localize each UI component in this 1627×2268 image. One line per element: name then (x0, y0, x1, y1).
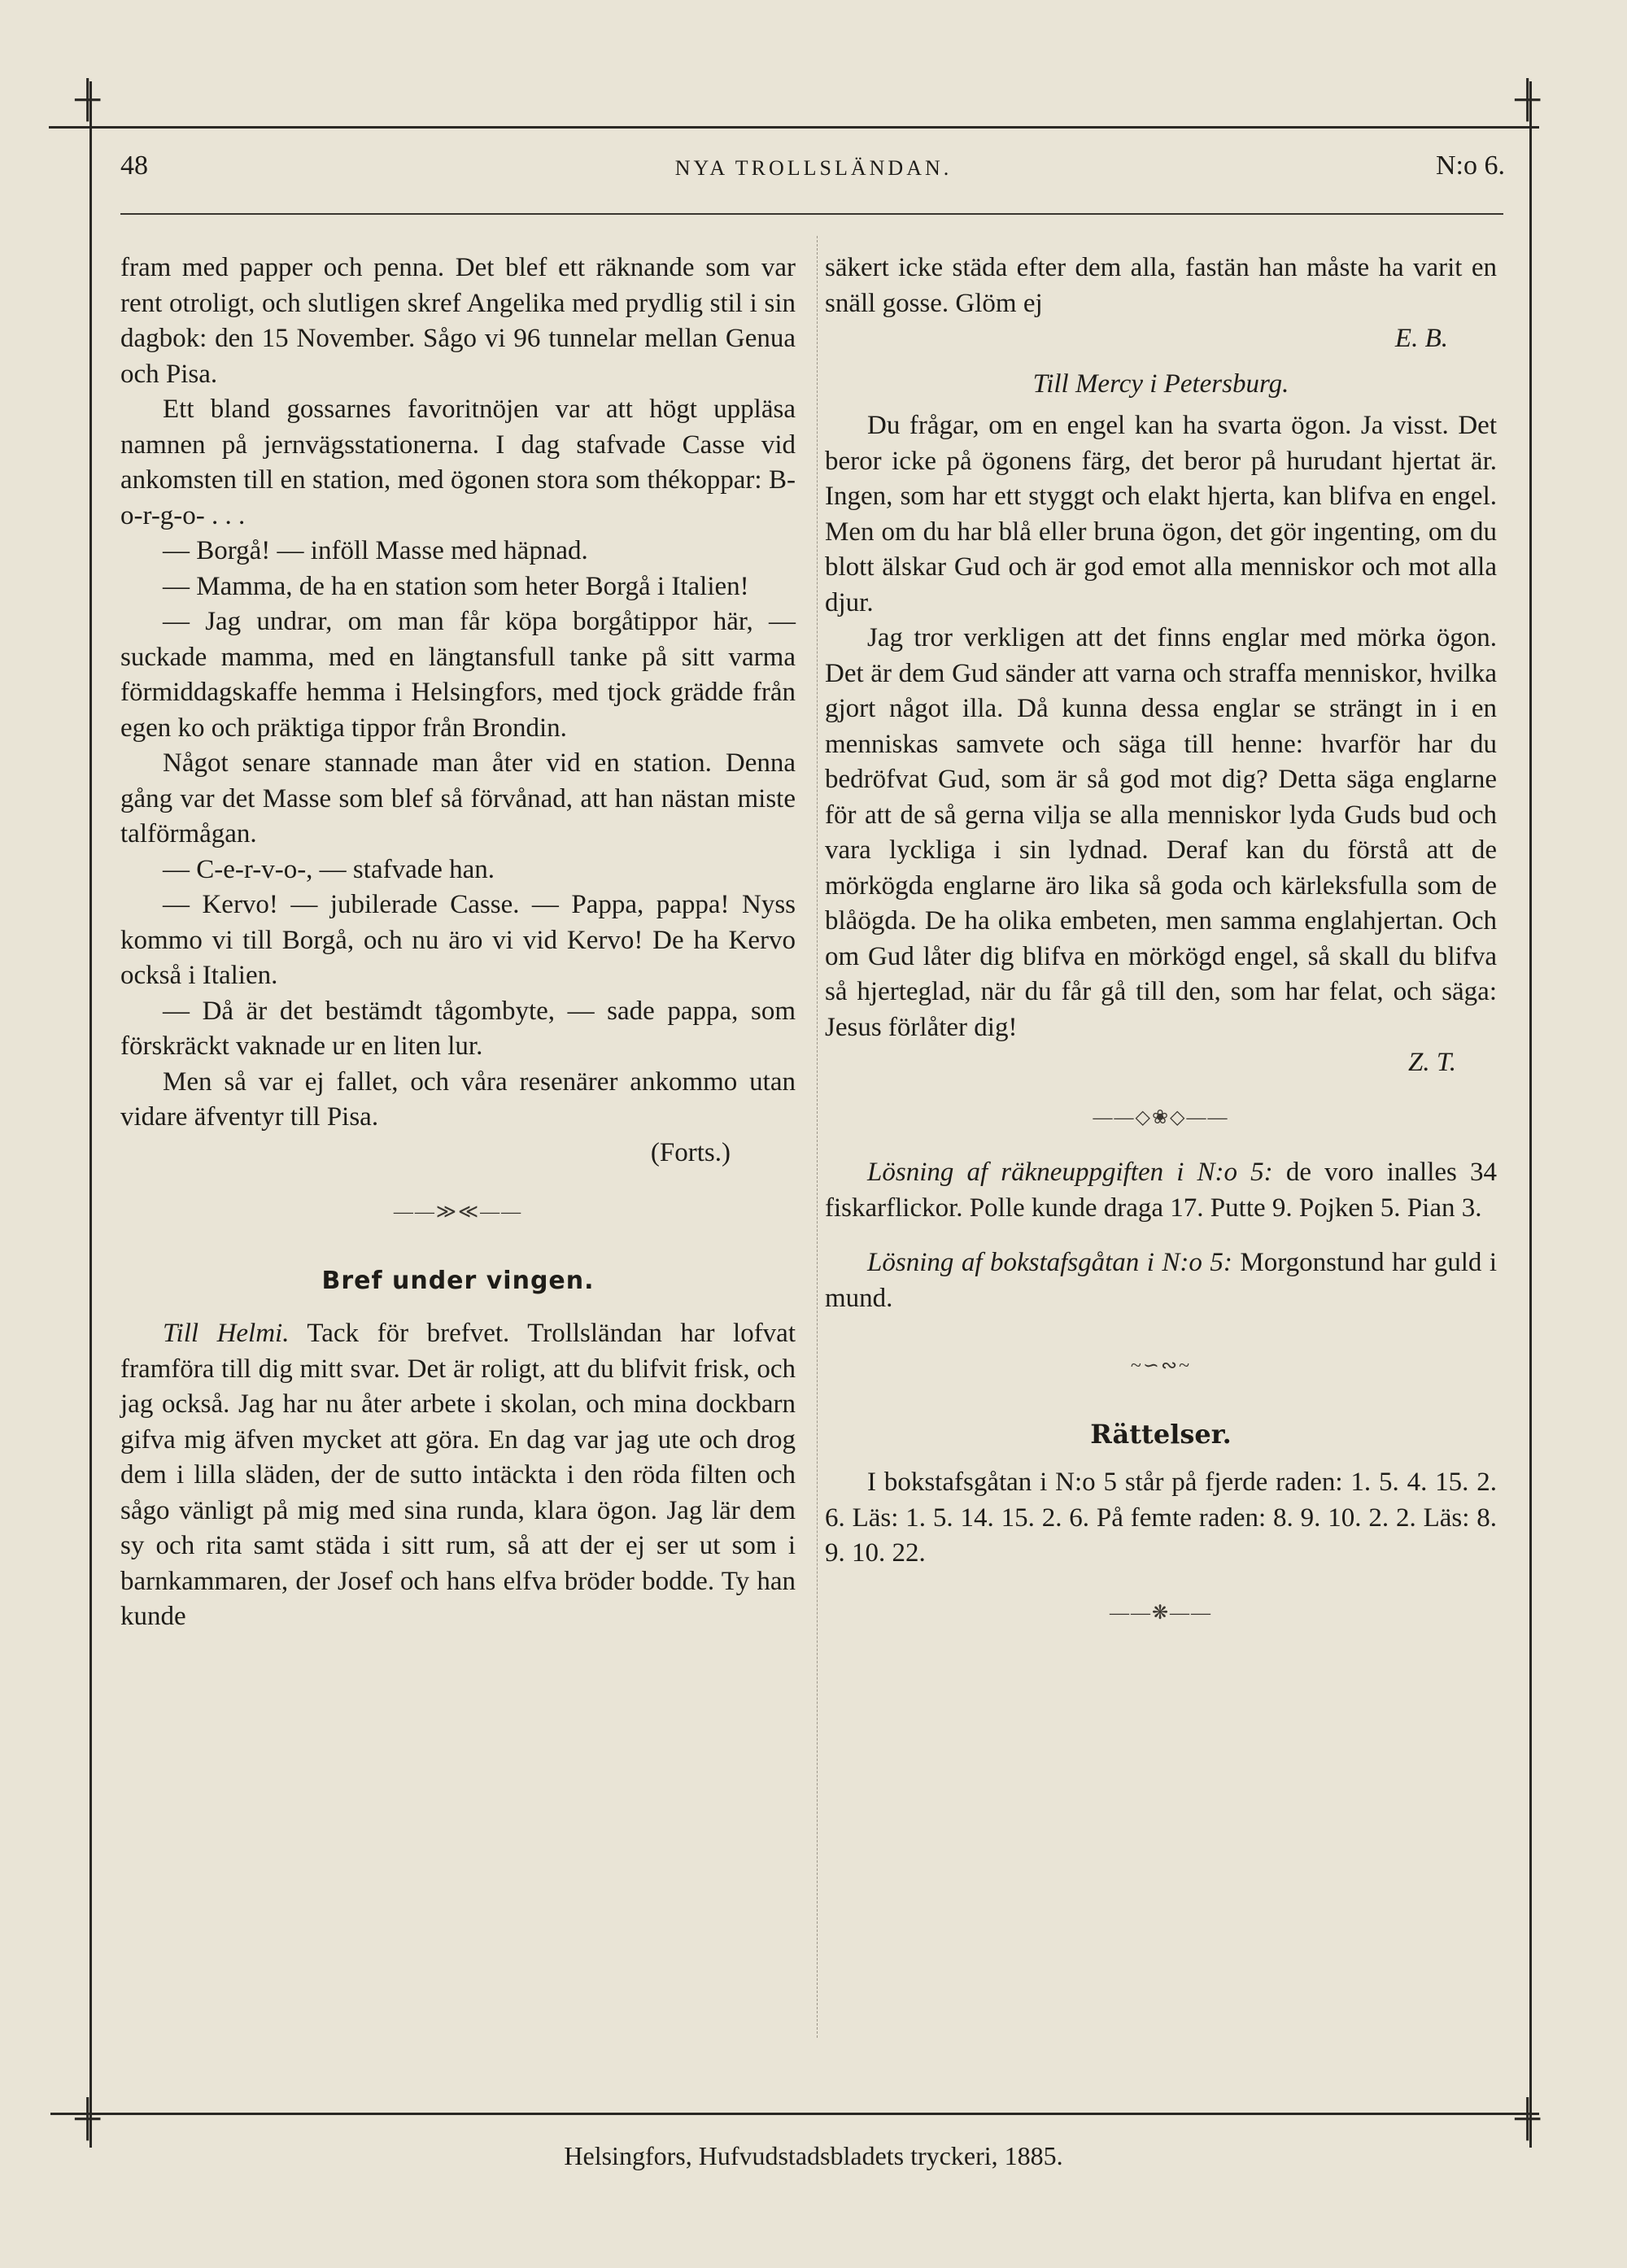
letter-text: Jag tror verkligen att det finns englar med mörka ögon. Det är dem Gud sänder att varna och straffa menniskor, hvilka gjort något illa. Då kunna dessa englar se strängt in i en menniskas samvete och säga till henne: hvarför har du bedröfvat Gud, som är så god mot dig? Detta säga englarne för att de så gerna vilja se alla menniskor lyda Guds bud och vara lyckliga i sin lydnad. Deraf kan du förstå att de mörkögda englarne äro lika så goda och kärleksfulla som de blåögda. De ha olika embeten, men samma englahjertan. Och om Gud låter dig blifva en mörkögd engel, så skall du blifva så hjerteglad, när du får gå till den, som har felat, och säga: Jesus förlåter dig! (825, 623, 1497, 1042)
issue-number: N:o 6. (1436, 150, 1505, 181)
column-divider (817, 236, 818, 2038)
printer-imprint: Helsingfors, Hufvudstadsbladets tryckeri, 1885. (564, 2141, 1063, 2170)
ornament-divider: ~∽∾~ (1130, 1355, 1192, 1376)
ornament-divider: ——≫≪—— (393, 1202, 523, 1223)
letter-text: Du frågar, om en engel kan ha svarta ögon. Ja visst. Det beror icke på ögonens färg, det beror på hurudant hjertat är. Ingen, som har ett styggt och elakt hjerta, kan blifva en engel. Men om du har blå eller bruna ögon, det gör ingenting, om du blott älskar Gud och är god emot alla menniskor och mot alla djur. (825, 411, 1497, 617)
to-be-continued: (Forts.) (650, 1137, 731, 1167)
right-column (825, 251, 1497, 1651)
registration-mark-bottom-right: ┼ (1515, 2098, 1541, 2138)
letter-text: säkert icke städa efter dem alla, fastän han måste ha varit en snäll gosse. Glöm ej (825, 253, 1497, 318)
story-dialogue: — Jag undrar, om man får köpa borgåtippor här, — suckade mamma, med en längtansfull tanke på sitt varma förmiddagskaffe hemma i Helsingfors, med tjock grädde från egen ko och präktiga tippor från Brondin. (120, 607, 796, 743)
letter-text: Tack för brefvet. Trollsländan har lofvat framföra till dig mitt svar. Det är roligt, att du blifvit frisk, och jag också. Jag har nu åter arbete i skolan, och mina dockbarn gifva mig äfven mycket att göra. En dag var jag ute och drog dem i lilla släden, der de sutto intäckta i den röda filten och sågo vänligt på mig med sina runda, klara ögon. Jag lär dem sy och rita samt städa i sitt rum, så att der ej ser ut som i barnkammaren, der Josef och hans elfva bröder bodde. Ty han kunde (120, 1319, 796, 1631)
left-column (120, 251, 796, 1635)
corrections-text: I bokstafsgåtan i N:o 5 står på fjerde raden: 1. 5. 4. 15. 2. 6. Läs: 1. 5. 14. 15. 2. 6. På femte raden: 8. 9. 10. 2. 2. Läs: 8. 9. 10. 22. (825, 1468, 1497, 1568)
letter-addressee: Till Mercy i Petersburg. (1032, 369, 1289, 399)
letter-addressee: Till Helmi. (163, 1319, 290, 1348)
corrections-heading: Rättelser. (1090, 1418, 1232, 1450)
ornament-divider: ——◇❀◇—— (1093, 1106, 1229, 1128)
signature: E. B. (1394, 324, 1448, 353)
story-dialogue: — C-e-r-v-o-, — stafvade han. (163, 854, 495, 884)
story-paragraph: Ett bland gossarnes favoritnöjen var att högt uppläsa namnen på jernvägsstationerna. I dag stafvade Casse vid ankomsten till en station, med ögonen stora som thékoppar: B-o-r-g-o- . . . (120, 395, 796, 530)
story-paragraph: fram med papper och penna. Det blef ett räknande som var rent otroligt, och slutligen skref Angelika med prydlig stil i sin dagbok: den 15 November. Sågo vi 96 tunnelar mellan Genua och Pisa. (120, 253, 796, 389)
story-dialogue: — Mamma, de ha en station som heter Borgå i Italien! (163, 571, 749, 601)
running-title: NYA TROLLSLÄNDAN. (674, 156, 953, 180)
registration-mark-top-left: ┼ (75, 79, 101, 119)
story-dialogue: — Kervo! — jubilerade Casse. — Pappa, pappa! Nyss kommo vi till Borgå, och nu äro vi vid Kervo! De ha Kervo också i Italien. (120, 890, 796, 990)
solution-label: Lösning af räkneuppgiften i N:o 5: (867, 1158, 1273, 1187)
story-paragraph: Men så var ej fallet, och våra resenärer ankommo utan vidare äfventyr till Pisa. (120, 1066, 796, 1132)
frame-top-rule (49, 126, 1539, 129)
frame-left-rule (89, 81, 92, 2148)
ornament-divider: ——❋—— (1109, 1602, 1213, 1624)
frame-bottom-rule (50, 2113, 1539, 2115)
registration-mark-bottom-left: ┼ (75, 2098, 101, 2138)
registration-mark-top-right: ┼ (1515, 79, 1541, 119)
solution-text: de voro inalles 34 fiskarflickor. Polle kunde draga 17. Putte 9. Pojken 5. Pian 3. (825, 1158, 1498, 1223)
frame-right-rule (1529, 81, 1532, 2148)
solution-label: Lösning af bokstafsgåtan i N:o 5: (867, 1248, 1232, 1277)
signature: Z. T. (1407, 1048, 1456, 1077)
story-paragraph: Något senare stannade man åter vid en station. Denna gång var det Masse som blef så förvånad, att han nästan miste talförmågan. (120, 748, 796, 848)
page-number: 48 (120, 150, 148, 181)
header-rule (120, 213, 1503, 215)
story-dialogue: — Då är det bestämdt tågombyte, — sade pappa, som förskräckt vaknade ur en liten lur. (120, 996, 796, 1061)
solution-text: Morgonstund har guld i mund. (825, 1248, 1498, 1313)
section-heading: Bref under vingen. (321, 1266, 595, 1295)
story-dialogue: — Borgå! — inföll Masse med häpnad. (163, 536, 588, 565)
